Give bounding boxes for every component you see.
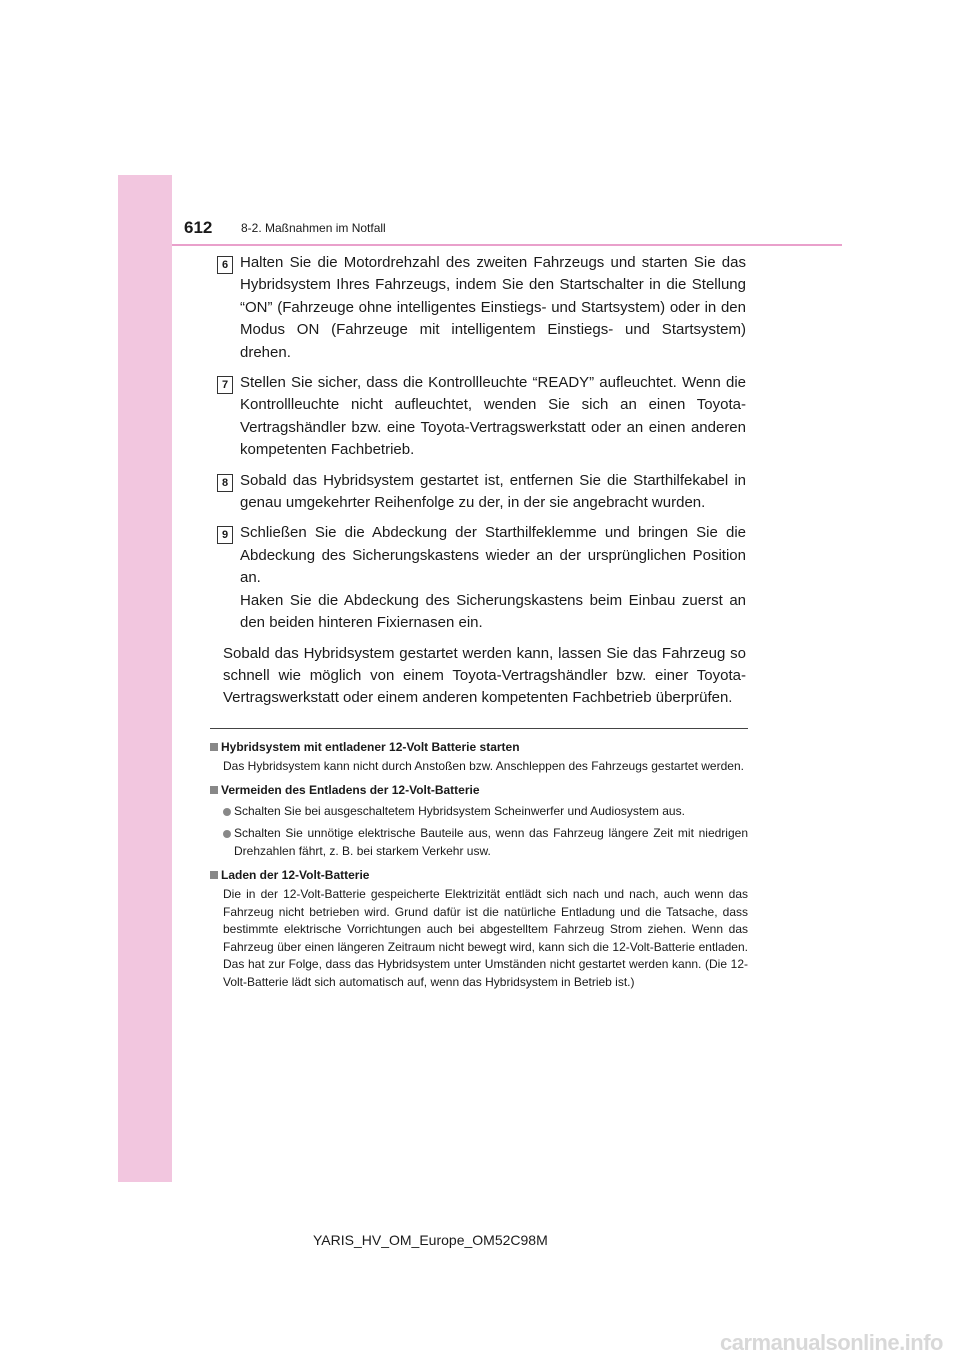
note-heading-text: Vermeiden des Entladens der 12-Volt-Batterie (221, 783, 480, 798)
watermark: carmanualsonline.info (720, 1330, 943, 1355)
square-bullet-icon (210, 743, 218, 751)
page-number: 612 (184, 218, 213, 237)
note-bullet (223, 803, 748, 821)
notes-divider (210, 728, 748, 729)
step-8 (172, 470, 746, 515)
section-title: 8-2. Maßnahmen im Notfall (241, 221, 386, 235)
footer-document-id: YARIS_HV_OM_Europe_OM52C98M (313, 1232, 548, 1248)
main-content (172, 250, 772, 998)
note-item (210, 738, 748, 776)
circle-bullet-icon (223, 830, 231, 838)
circle-bullet-icon (223, 808, 231, 816)
note-heading-text: Laden der 12-Volt-Batterie (221, 868, 370, 883)
note-heading (210, 781, 748, 799)
note-body: Das Hybridsystem kann nicht durch Anstoßen bzw. Anschleppen des Fahrzeugs gestartet werden. (223, 758, 744, 773)
step-6 (172, 252, 746, 364)
step-7 (172, 372, 746, 462)
square-bullet-icon (210, 871, 218, 879)
step-9 (172, 522, 746, 634)
note-heading-text: Hybridsystem mit entladener 12-Volt Batterie starten (221, 739, 520, 754)
notes-section (210, 738, 748, 992)
note-item (210, 781, 748, 860)
note-item (210, 866, 748, 992)
step-text: Haken Sie die Abdeckung des Sicherungskastens beim Einbau zuerst an den beiden hinteren Fixiernasen ein. (240, 591, 746, 632)
step-number-badge: 6 (217, 256, 233, 274)
note-heading (210, 738, 748, 756)
step-text: Stellen Sie sicher, dass die Kontrollleuchte “READY” aufleuchtet. Wenn die Kontrollleuchte nicht aufleuchtet, wenden Sie sich an einen Toyota-Vertragshändler bzw. eine Toyota-Vertragswerkstatt oder an einen anderen kompetenten Fachbetrieb. (240, 374, 746, 459)
note-bullet-text: Schalten Sie bei ausgeschaltetem Hybridsystem Scheinwerfer und Audiosystem aus. (234, 804, 685, 819)
note-bullet-text: Schalten Sie unnötige elektrische Bauteile aus, wenn das Fahrzeug längere Zeit mit niedrigen Drehzahlen fährt, z. B. bei starkem Verkehr usw. (234, 825, 748, 858)
header-rule (172, 244, 842, 246)
square-bullet-icon (210, 786, 218, 794)
note-bullet (223, 825, 748, 860)
step-number-badge: 8 (217, 474, 233, 492)
step-text: Halten Sie die Motordrehzahl des zweiten Fahrzeugs und starten Sie das Hybridsystem Ihres Fahrzeugs, indem Sie den Startschalter in die Stellung “ON” (Fahrzeuge ohne intelligentes Einstiegs- und Startsystem) oder in den Modus ON (Fahrzeuge mit intelligentem Einstiegs- und Startsystem) drehen. (240, 254, 746, 361)
step-number-badge: 9 (217, 526, 233, 544)
step-number-badge: 7 (217, 376, 233, 394)
chapter-side-band (118, 175, 172, 1182)
step-text: Schließen Sie die Abdeckung der Starthilfeklemme und bringen Sie die Abdeckung des Sicherungskastens wieder an der ursprünglichen Position an. (240, 524, 746, 587)
summary-paragraph: Sobald das Hybridsystem gestartet werden kann, lassen Sie das Fahrzeug so schnell wie möglich von einem Toyota-Vertragshändler bzw. einer Toyota-Vertragswerkstatt oder einem anderen kompetenten Fachbetrieb überprüfen. (223, 644, 746, 707)
step-text: Sobald das Hybridsystem gestartet ist, entfernen Sie die Starthilfekabel in genau umgekehrter Reihenfolge zu der, in der sie angebracht wurden. (240, 471, 746, 512)
note-body: Die in der 12-Volt-Batterie gespeicherte Elektrizität entlädt sich nach und nach, auch wenn das Fahrzeug nicht betrieben wird. Grund dafür ist die natürliche Entladung und die Tatsache, dass bestimmte elektrische Vorrichtungen auch bei abgestelltem Fahrzeug Strom ziehen. Wenn das Fahrzeug über einen längeren Zeitraum nicht bewegt wird, kann sich die 12-Volt-Batterie entladen. Das hat zur Folge, dass das Hybridsystem unter Umständen nicht gestartet werden kann. (Die 12-Volt-Batterie lädt sich automatisch auf, wenn das Hybridsystem in Betrieb ist.) (223, 887, 748, 990)
note-heading (210, 866, 748, 884)
